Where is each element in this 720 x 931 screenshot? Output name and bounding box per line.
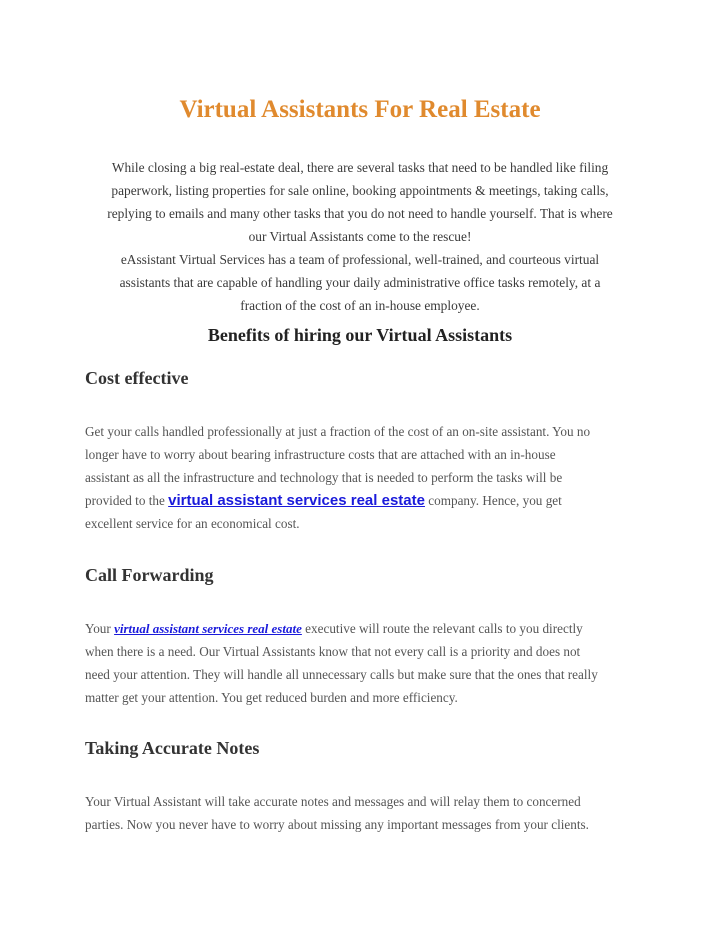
- call-forwarding-heading: Call Forwarding: [85, 565, 214, 585]
- body-line: need your attention. They will handle all unnecessary calls but make sure that the ones that really: [85, 667, 598, 682]
- body-line: longer have to worry about bearing infrastructure costs that are attached with an in-house: [85, 447, 556, 462]
- body-line: assistant as all the infrastructure and technology that is needed to perform the tasks will be: [85, 470, 563, 485]
- intro-line: our Virtual Assistants come to the rescue!: [248, 229, 472, 244]
- intro-line: assistants that are capable of handling your daily administrative office tasks remotely, at a: [119, 275, 601, 290]
- intro-line: eAssistant Virtual Services has a team of professional, well-trained, and courteous virtual: [120, 252, 600, 267]
- body-text-span: provided to the: [85, 493, 169, 508]
- intro-line: paperwork, listing properties for sale online, booking appointments & meetings, taking calls,: [111, 183, 609, 198]
- body-line: Get your calls handled professionally at just a fraction of the cost of an on-site assistant. You no: [85, 424, 591, 439]
- intro-line: fraction of the cost of an in-house employee.: [240, 298, 480, 313]
- body-line: excellent service for an economical cost.: [85, 516, 300, 531]
- virtual-assistant-services-link[interactable]: virtual assistant services real estate: [114, 621, 302, 636]
- body-line: [85, 489, 645, 512]
- virtual-assistant-services-link[interactable]: virtual assistant services real estate: [168, 492, 425, 509]
- cost-effective-heading: Cost effective: [85, 368, 189, 388]
- cost-effective-body: [85, 420, 645, 535]
- call-forwarding-body: [85, 617, 645, 709]
- body-line: when there is a need. Our Virtual Assistants know that not every call is a priority and does not: [85, 644, 581, 659]
- accurate-notes-heading: Taking Accurate Notes: [85, 738, 260, 758]
- body-line: Your Virtual Assistant will take accurate notes and messages and will relay them to concerned: [85, 794, 581, 809]
- intro-line: replying to emails and many other tasks that you do not need to handle yourself. That is where: [107, 206, 613, 221]
- intro-line: While closing a big real-estate deal, there are several tasks that need to be handled like filing: [111, 160, 609, 175]
- benefits-heading: Benefits of hiring our Virtual Assistants: [207, 325, 513, 345]
- page-title: Virtual Assistants For Real Estate: [179, 96, 541, 123]
- body-line: parties. Now you never have to worry about missing any important messages from your clients.: [85, 817, 589, 832]
- accurate-notes-body: [85, 790, 645, 836]
- body-line: matter get your attention. You get reduced burden and more efficiency.: [85, 690, 458, 705]
- body-line: [85, 617, 645, 640]
- body-text-span: Your: [85, 621, 115, 636]
- body-text-span: executive will route the relevant calls to you directly: [301, 621, 583, 636]
- body-text-span: company. Hence, you get: [424, 493, 562, 508]
- intro-paragraph: [84, 156, 636, 317]
